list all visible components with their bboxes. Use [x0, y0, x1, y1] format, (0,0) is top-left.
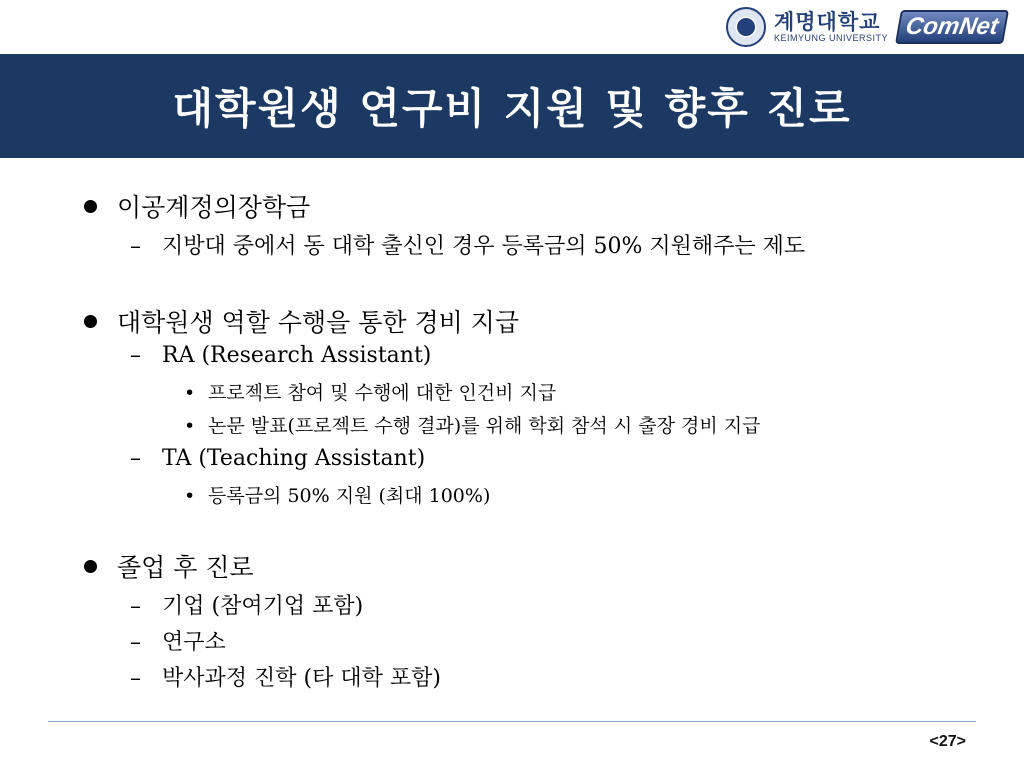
dash-bullet-icon: –	[130, 666, 141, 691]
dash-bullet-icon: –	[130, 234, 141, 259]
list-item: – 기업 (참여기업 포함)	[130, 594, 364, 619]
section-heading: 대학원생 역할 수행을 통한 경비 지급	[84, 303, 519, 339]
list-item: – 연구소	[130, 630, 226, 655]
dash-bullet-icon: –	[130, 446, 141, 471]
dot-bullet-icon: •	[184, 415, 196, 437]
list-item: – RA (Research Assistant)	[130, 343, 432, 368]
dash-bullet-icon: –	[130, 630, 141, 655]
list-item: – TA (Teaching Assistant)	[130, 446, 426, 471]
sub-list-item: • 프로젝트 참여 및 수행에 대한 인건비 지급	[184, 382, 557, 404]
comnet-logo: ComNet	[895, 10, 1009, 44]
university-name-kr: 계명대학교	[773, 9, 881, 34]
round-bullet-icon	[84, 560, 97, 573]
sub-list-item: • 논문 발표(프로젝트 수행 결과)를 위해 학회 참석 시 출장 경비 지급	[184, 415, 761, 437]
dash-bullet-icon: –	[130, 343, 141, 368]
list-item: – 지방대 중에서 동 대학 출신인 경우 등록금의 50% 지원해주는 제도	[130, 234, 806, 259]
slide-title: 대학원생 연구비 지원 및 향후 진로	[172, 84, 852, 133]
list-item: – 박사과정 진학 (타 대학 포함)	[130, 666, 441, 691]
dash-bullet-icon: –	[130, 594, 141, 619]
section-heading: 졸업 후 진로	[84, 548, 254, 584]
sub-list-item: • 등록금의 50% 지원 (최대 100%)	[184, 485, 491, 507]
dot-bullet-icon: •	[184, 485, 196, 507]
dot-bullet-icon: •	[184, 382, 196, 404]
round-bullet-icon	[84, 200, 97, 213]
round-bullet-icon	[84, 315, 97, 328]
university-name-en: KEIMYUNG UNIVERSITY	[773, 32, 888, 43]
section-heading: 이공계정의장학금	[84, 188, 310, 224]
footer-divider	[48, 721, 976, 722]
page-number: <27>	[929, 733, 966, 750]
